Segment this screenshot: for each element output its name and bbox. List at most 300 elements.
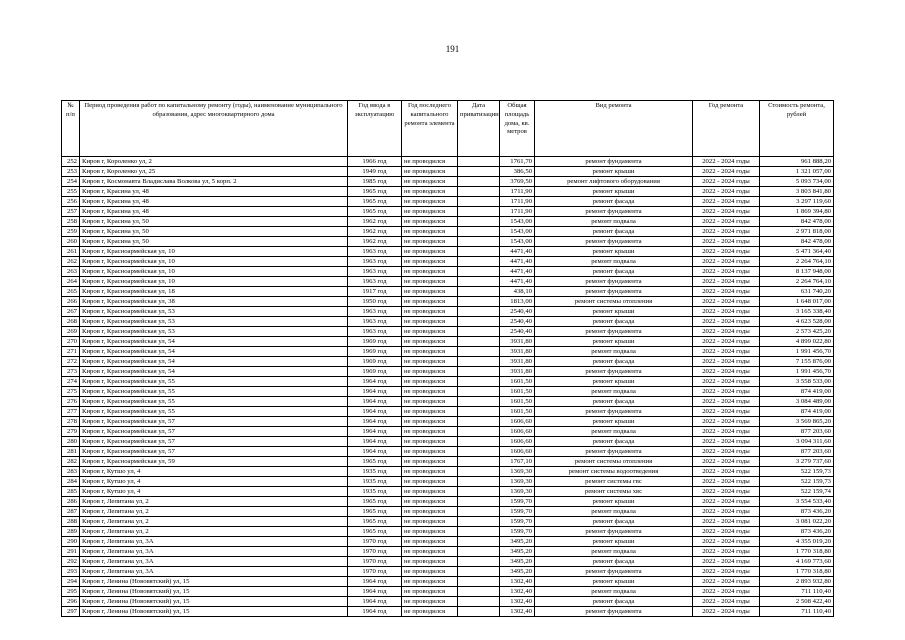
row-address: Киров г, Кутшо ул, 4 [80,477,348,487]
row-area: 4471,40 [500,277,535,287]
row-last-repair: не проводился [402,157,458,167]
row-area: 1543,00 [500,217,535,227]
row-cost: 1 869 394,80 [760,207,834,217]
table-row [62,507,834,517]
table-row [62,577,834,587]
row-address: Киров г, Красноармейская ул, 10 [80,257,348,267]
row-privatization [458,247,500,257]
row-address: Киров г, Красноармейская ул, 38 [80,297,348,307]
row-last-repair: не проводился [402,177,458,187]
row-address: Киров г, Красноармейская ул, 57 [80,417,348,427]
row-cost: 1 321 057,00 [760,167,834,177]
table-row [62,347,834,357]
row-address: Киров г, Красноармейская ул, 54 [80,337,348,347]
row-number: 253 [62,167,80,177]
row-cost: 3 569 865,20 [760,417,834,427]
row-number: 294 [62,577,80,587]
row-area: 3931,80 [500,337,535,347]
table-row [62,417,834,427]
row-cost: 522 159,73 [760,467,834,477]
row-repair-type: ремонт фасада [535,517,693,527]
row-repair-period: 2022 - 2024 годы [693,427,760,437]
row-privatization [458,517,500,527]
row-area: 1302,40 [500,607,535,617]
row-address: Киров г, Красноармейская ул, 57 [80,437,348,447]
row-last-repair: не проводился [402,437,458,447]
row-last-repair: не проводился [402,487,458,497]
row-cost: 2 508 422,40 [760,597,834,607]
row-repair-type: ремонт крыши [535,337,693,347]
row-area: 1606,60 [500,427,535,437]
row-cost: 2 264 764,10 [760,257,834,267]
table-row [62,237,834,247]
row-address: Киров г, Красноармейская ул, 18 [80,287,348,297]
row-number: 277 [62,407,80,417]
row-cost: 873 436,20 [760,507,834,517]
row-last-repair: не проводился [402,497,458,507]
row-area: 1302,40 [500,577,535,587]
table-row [62,277,834,287]
row-address: Киров г, Красноармейская ул, 53 [80,307,348,317]
row-area: 2540,40 [500,307,535,317]
row-cost: 873 436,20 [760,527,834,537]
row-area: 1606,60 [500,437,535,447]
row-address: Киров г, Лепитана ул, 2 [80,497,348,507]
row-privatization [458,497,500,507]
row-privatization [458,297,500,307]
row-repair-type: ремонт подвала [535,547,693,557]
row-year-built: 1965 год [348,527,402,537]
row-repair-type: ремонт фасада [535,267,693,277]
row-cost: 4 169 773,60 [760,557,834,567]
table-row [62,527,834,537]
row-cost: 522 159,74 [760,487,834,497]
row-repair-type: ремонт фундамента [535,367,693,377]
row-area: 2540,40 [500,327,535,337]
row-cost: 961 888,20 [760,157,834,167]
table-row [62,607,834,617]
row-privatization [458,607,500,617]
row-year-built: 1969 год [348,357,402,367]
row-address: Киров г, Лепитана ул, 2 [80,507,348,517]
row-last-repair: не проводился [402,377,458,387]
table-row [62,257,834,267]
row-last-repair: не проводился [402,257,458,267]
row-area: 3769,50 [500,177,535,187]
row-repair-type: ремонт крыши [535,187,693,197]
row-last-repair: не проводился [402,267,458,277]
row-address: Киров г, Лепитана ул, 3А [80,537,348,547]
row-address: Киров г, Лепитана ул, 2 [80,527,348,537]
row-repair-period: 2022 - 2024 годы [693,307,760,317]
row-repair-period: 2022 - 2024 годы [693,157,760,167]
row-last-repair: не проводился [402,477,458,487]
row-repair-period: 2022 - 2024 годы [693,367,760,377]
row-repair-period: 2022 - 2024 годы [693,567,760,577]
row-cost: 3 803 841,80 [760,187,834,197]
row-cost: 3 279 737,60 [760,457,834,467]
row-repair-period: 2022 - 2024 годы [693,467,760,477]
row-address: Киров г, Ленина (Нововятский) ул, 15 [80,607,348,617]
row-address: Киров г, Ленина (Нововятский) ул, 15 [80,597,348,607]
row-area: 1711,90 [500,197,535,207]
row-number: 254 [62,177,80,187]
row-year-built: 1963 год [348,267,402,277]
row-repair-type: ремонт фундамента [535,407,693,417]
table-row [62,357,834,367]
row-area: 1606,60 [500,417,535,427]
row-last-repair: не проводился [402,387,458,397]
row-privatization [458,257,500,267]
row-address: Киров г, Кутшо ул, 4 [80,487,348,497]
row-cost: 3 558 533,00 [760,377,834,387]
row-year-built: 1964 год [348,427,402,437]
row-address: Киров г, Красина ул, 50 [80,237,348,247]
row-area: 1599,70 [500,507,535,517]
row-number: 275 [62,387,80,397]
row-address: Киров г, Красноармейская ул, 54 [80,367,348,377]
table-row [62,367,834,377]
row-address: Киров г, Красноармейская ул, 10 [80,267,348,277]
row-number: 268 [62,317,80,327]
row-cost: 3 094 311,60 [760,437,834,447]
row-area: 1606,60 [500,447,535,457]
row-number: 255 [62,187,80,197]
row-year-built: 1964 год [348,397,402,407]
row-repair-type: ремонт фундамента [535,447,693,457]
table-row [62,387,834,397]
row-area: 1543,00 [500,237,535,247]
row-cost: 874 419,00 [760,387,834,397]
row-area: 2540,40 [500,317,535,327]
row-last-repair: не проводился [402,187,458,197]
row-privatization [458,197,500,207]
row-privatization [458,157,500,167]
row-number: 293 [62,567,80,577]
row-area: 1601,50 [500,387,535,397]
table-body [62,157,834,617]
row-address: Киров г, Короленко ул, 25 [80,167,348,177]
row-number: 287 [62,507,80,517]
row-number: 263 [62,267,80,277]
row-privatization [458,547,500,557]
row-privatization [458,237,500,247]
row-last-repair: не проводился [402,567,458,577]
header-cost: Стоимость ремонта, рублей [760,101,834,157]
table-row [62,317,834,327]
table-row [62,397,834,407]
row-area: 1599,70 [500,527,535,537]
row-cost: 1 648 017,00 [760,297,834,307]
row-address: Киров г, Красноармейская ул, 55 [80,397,348,407]
row-area: 1711,90 [500,207,535,217]
row-cost: 711 110,40 [760,587,834,597]
row-area: 1302,40 [500,597,535,607]
row-area: 3495,20 [500,537,535,547]
row-last-repair: не проводился [402,537,458,547]
row-area: 1761,70 [500,157,535,167]
row-privatization [458,377,500,387]
row-year-built: 1965 год [348,457,402,467]
row-area: 1599,70 [500,517,535,527]
row-repair-period: 2022 - 2024 годы [693,577,760,587]
row-number: 269 [62,327,80,337]
row-repair-type: ремонт фундамента [535,607,693,617]
row-last-repair: не проводился [402,467,458,477]
row-privatization [458,577,500,587]
row-cost: 8 137 948,00 [760,267,834,277]
row-address: Киров г, Ленина (Нововятский) ул, 15 [80,587,348,597]
table-row [62,337,834,347]
row-year-built: 1965 год [348,197,402,207]
row-year-built: 1964 год [348,607,402,617]
header-year-built: Год ввода в эксплуатацию [348,101,402,157]
row-repair-period: 2022 - 2024 годы [693,507,760,517]
header-repair-type: Вид ремонта [535,101,693,157]
header-num: № п/п [62,101,80,157]
row-year-built: 1965 год [348,207,402,217]
row-repair-period: 2022 - 2024 годы [693,447,760,457]
table-row [62,447,834,457]
row-address: Киров г, Лепитана ул, 3А [80,557,348,567]
row-repair-period: 2022 - 2024 годы [693,207,760,217]
table-header [62,101,834,157]
row-number: 267 [62,307,80,317]
row-area: 386,50 [500,167,535,177]
row-privatization [458,417,500,427]
row-last-repair: не проводился [402,297,458,307]
row-last-repair: не проводился [402,327,458,337]
row-address: Киров г, Красина ул, 50 [80,217,348,227]
row-cost: 5 471 364,40 [760,247,834,257]
row-year-built: 1963 год [348,317,402,327]
row-repair-type: ремонт фундамента [535,527,693,537]
row-last-repair: не проводился [402,197,458,207]
row-last-repair: не проводился [402,307,458,317]
row-number: 297 [62,607,80,617]
row-last-repair: не проводился [402,277,458,287]
row-address: Киров г, Красноармейская ул, 54 [80,357,348,367]
row-area: 3931,80 [500,367,535,377]
row-cost: 2 573 425,20 [760,327,834,337]
row-area: 4471,40 [500,247,535,257]
row-address: Киров г, Красноармейская ул, 53 [80,317,348,327]
row-cost: 877 203,60 [760,447,834,457]
row-number: 289 [62,527,80,537]
row-address: Киров г, Красина ул, 50 [80,227,348,237]
table-row [62,557,834,567]
row-year-built: 1950 год [348,297,402,307]
row-year-built: 1963 год [348,307,402,317]
row-address: Киров г, Красноармейская ул, 57 [80,427,348,437]
row-repair-period: 2022 - 2024 годы [693,477,760,487]
row-repair-type: ремонт подвала [535,387,693,397]
row-year-built: 1962 год [348,237,402,247]
row-privatization [458,447,500,457]
row-last-repair: не проводился [402,317,458,327]
row-privatization [458,567,500,577]
row-last-repair: не проводился [402,427,458,437]
row-repair-period: 2022 - 2024 годы [693,237,760,247]
row-year-built: 1964 год [348,377,402,387]
row-cost: 631 740,20 [760,287,834,297]
row-repair-period: 2022 - 2024 годы [693,437,760,447]
row-privatization [458,357,500,367]
table-row [62,487,834,497]
row-privatization [458,307,500,317]
row-last-repair: не проводился [402,547,458,557]
row-privatization [458,287,500,297]
row-privatization [458,467,500,477]
row-last-repair: не проводился [402,167,458,177]
row-cost: 3 084 489,00 [760,397,834,407]
row-area: 1767,10 [500,457,535,467]
row-number: 296 [62,597,80,607]
table-row [62,297,834,307]
row-repair-period: 2022 - 2024 годы [693,377,760,387]
row-repair-period: 2022 - 2024 годы [693,397,760,407]
table-row [62,227,834,237]
table-row [62,287,834,297]
row-year-built: 1964 год [348,437,402,447]
table-row [62,167,834,177]
row-number: 264 [62,277,80,287]
row-last-repair: не проводился [402,457,458,467]
row-cost: 7 155 876,00 [760,357,834,367]
row-area: 1369,30 [500,487,535,497]
row-repair-period: 2022 - 2024 годы [693,557,760,567]
row-area: 3495,20 [500,557,535,567]
row-cost: 5 093 734,00 [760,177,834,187]
row-year-built: 1963 год [348,257,402,267]
row-number: 272 [62,357,80,367]
row-repair-type: ремонт подвала [535,507,693,517]
row-privatization [458,597,500,607]
row-repair-type: ремонт фундамента [535,237,693,247]
row-year-built: 1964 год [348,597,402,607]
row-year-built: 1935 год [348,487,402,497]
table-row [62,407,834,417]
row-repair-period: 2022 - 2024 годы [693,537,760,547]
row-last-repair: не проводился [402,447,458,457]
row-number: 262 [62,257,80,267]
row-last-repair: не проводился [402,347,458,357]
row-privatization [458,397,500,407]
table-row [62,327,834,337]
row-year-built: 1964 год [348,417,402,427]
row-year-built: 1969 год [348,347,402,357]
header-address: Период проведения работ по капитальному ремонту (годы), наименование муниципального образования, адрес многоквартирного дома [80,101,348,157]
row-repair-type: ремонт подвала [535,587,693,597]
row-address: Киров г, Красноармейская ул, 53 [80,327,348,337]
row-repair-period: 2022 - 2024 годы [693,527,760,537]
row-privatization [458,407,500,417]
header-privatization: Дата приватизации [458,101,500,157]
row-last-repair: не проводился [402,557,458,567]
row-repair-period: 2022 - 2024 годы [693,197,760,207]
row-year-built: 1964 год [348,447,402,457]
row-year-built: 1970 год [348,557,402,567]
row-address: Киров г, Красноармейская ул, 55 [80,387,348,397]
row-repair-period: 2022 - 2024 годы [693,277,760,287]
row-repair-period: 2022 - 2024 годы [693,317,760,327]
row-repair-type: ремонт фасада [535,317,693,327]
row-year-built: 1970 год [348,547,402,557]
row-area: 1599,70 [500,497,535,507]
row-number: 258 [62,217,80,227]
table-row [62,597,834,607]
row-repair-type: ремонт крыши [535,497,693,507]
row-repair-type: ремонт подвала [535,427,693,437]
row-address: Киров г, Красина ул, 48 [80,187,348,197]
row-year-built: 1963 год [348,327,402,337]
row-area: 1813,00 [500,297,535,307]
row-repair-type: ремонт крыши [535,377,693,387]
row-privatization [458,187,500,197]
row-address: Киров г, Лепитана ул, 3А [80,547,348,557]
row-cost: 522 159,73 [760,477,834,487]
header-repair-period: Год ремонта [693,101,760,157]
row-repair-type: ремонт фундамента [535,287,693,297]
row-number: 290 [62,537,80,547]
row-address: Киров г, Красноармейская ул, 55 [80,377,348,387]
row-cost: 874 419,00 [760,407,834,417]
table-row [62,517,834,527]
row-number: 256 [62,197,80,207]
row-repair-type: ремонт фундамента [535,207,693,217]
row-address: Киров г, Красноармейская ул, 57 [80,447,348,457]
row-number: 286 [62,497,80,507]
row-number: 266 [62,297,80,307]
row-year-built: 1962 год [348,227,402,237]
row-repair-type: ремонт подвала [535,257,693,267]
row-repair-period: 2022 - 2024 годы [693,337,760,347]
row-last-repair: не проводился [402,217,458,227]
row-repair-period: 2022 - 2024 годы [693,407,760,417]
row-year-built: 1969 год [348,337,402,347]
table-row [62,437,834,447]
row-year-built: 1965 год [348,517,402,527]
row-cost: 842 478,00 [760,237,834,247]
row-number: 271 [62,347,80,357]
row-last-repair: не проводился [402,397,458,407]
row-address: Киров г, Красина ул, 48 [80,197,348,207]
row-repair-period: 2022 - 2024 годы [693,257,760,267]
row-last-repair: не проводился [402,517,458,527]
row-repair-type: ремонт фасада [535,397,693,407]
row-privatization [458,217,500,227]
row-year-built: 1962 год [348,217,402,227]
row-area: 1543,00 [500,227,535,237]
row-address: Киров г, Лепитана ул, 2 [80,517,348,527]
row-last-repair: не проводился [402,527,458,537]
row-repair-type: ремонт крыши [535,577,693,587]
row-repair-period: 2022 - 2024 годы [693,297,760,307]
row-cost: 4 355 019,20 [760,537,834,547]
row-repair-period: 2022 - 2024 годы [693,417,760,427]
row-repair-type: ремонт подвала [535,347,693,357]
row-last-repair: не проводился [402,247,458,257]
row-number: 284 [62,477,80,487]
row-repair-period: 2022 - 2024 годы [693,547,760,557]
row-year-built: 1964 год [348,407,402,417]
row-privatization [458,537,500,547]
row-year-built: 1963 год [348,277,402,287]
row-repair-period: 2022 - 2024 годы [693,517,760,527]
table-row [62,217,834,227]
row-last-repair: не проводился [402,577,458,587]
row-repair-period: 2022 - 2024 годы [693,267,760,277]
